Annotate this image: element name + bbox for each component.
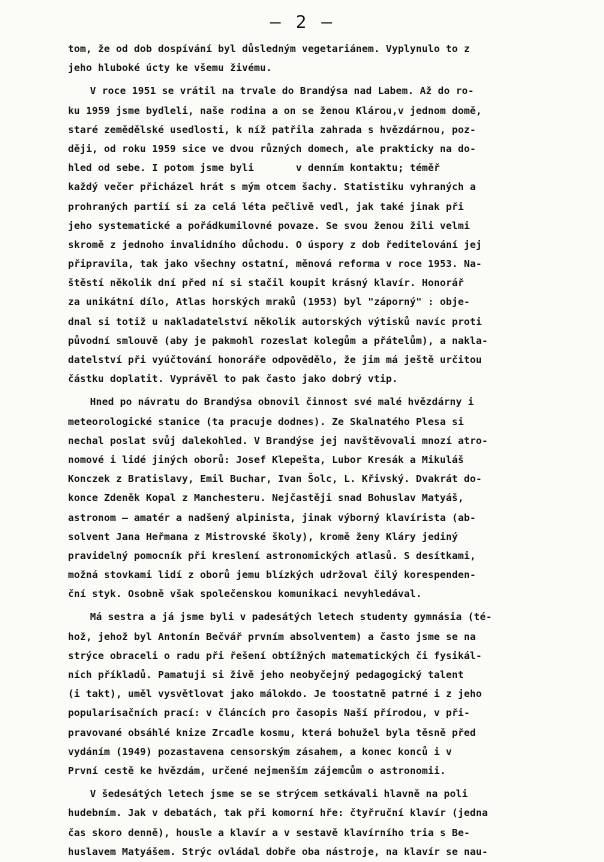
text-line: hož, jehož byl Antonín Bečvář prvním absolventem) a často jsme se na xyxy=(68,631,476,643)
text-line: astronom – amatér a nadšený alpinista, jinak výborný klavírista (ab- xyxy=(68,512,476,524)
text-line: V šedesátých letech jsme se se strýcem setkávali hlavně na poli xyxy=(90,789,468,801)
text-line: hled od sebe. I potom jsme byli v denním kontaktu; téměř xyxy=(68,163,440,175)
text-line: meteorologické stanice (ta pracuje dodnes). Ze Skalnatého Plesa si xyxy=(68,416,464,428)
text-line: prohraných partií si za celá léta pečlivě vedl, jak také jinak při xyxy=(68,201,464,213)
text-line: Konczek z Bratislavy, Emil Buchar, Ivan Šolc, L. Křivský. Dvakrát do- xyxy=(68,474,482,486)
text-line: ku 1959 jsme bydleli, naše rodina a on se ženou Klárou,v jednom domě, xyxy=(68,105,482,117)
text-line: skromě z jednoho invalidního důchodu. O úspory z dob ředitelování jej xyxy=(68,239,482,251)
text-line: pravidelný pomocník při kreslení astronomických atlasů. S desítkami, xyxy=(68,550,476,562)
text-line: ději, od roku 1959 sice ve dvou různých domech, ale prakticky na do- xyxy=(68,143,476,155)
text-line: původní smlouvě (aby je pakmohl rozeslat kolegům a přátelům), a nakla- xyxy=(68,335,488,347)
text-line: solvent Jana Heřmana z Mistrovské školy), kromě ženy Kláry jediný xyxy=(68,531,458,543)
document-body xyxy=(68,40,590,862)
text-line: ční styk. Osobně však společenskou komunikaci nevyhledával. xyxy=(68,589,422,601)
paragraph xyxy=(68,608,590,781)
text-line: možná stovkami lidí z oborů jemu blízkých udržoval čilý korespenden- xyxy=(68,570,476,582)
text-line: strýce obraceli o radu při řešení obtížných matematických či fysikál- xyxy=(68,650,482,662)
text-line: konce Zdeněk Kopal z Manchesteru. Nejčastěji snad Bohuslav Matyáš, xyxy=(68,493,464,505)
text-line: hudebním. Jak v debatách, tak při komorní hře: čtyřruční klavír (jedna xyxy=(68,808,488,820)
text-line: pravované obsáhlé knize Zrcadle kosmu, která bohužel byla těsně před xyxy=(68,727,476,739)
text-line: V roce 1951 se vrátil na trvale do Brandýsa nad Labem. Až do ro- xyxy=(90,86,474,98)
text-line: každý večer přicházel hrát s mým otcem šachy. Statistiku vyhraných a xyxy=(68,182,476,194)
text-line: štěstí několik dní před ní si stačil koupit krásný klavír. Honorář xyxy=(68,278,464,290)
text-line: za unikátní dílo, Atlas horských mraků (1953) byl "záporný" : obje- xyxy=(68,297,470,309)
text-line: staré zemědělské usedlosti, k níž patřila zahrada s hvězdárnou, poz- xyxy=(68,124,476,136)
text-line: dnal si totiž u nakladatelství několik autorských výtisků navíc proti xyxy=(68,316,482,328)
text-line: jeho hluboké úcty ke všemu živému. xyxy=(68,63,272,75)
page-number: – 2 – xyxy=(269,12,335,33)
text-line: datelství při vyúčtování honoráře odpovědělo, že jim má ještě určitou xyxy=(68,355,482,366)
paragraph xyxy=(68,785,590,862)
text-line: První cestě ke hvězdám, určené nejmenším zájemcům o astronomii. xyxy=(68,765,446,777)
paragraph xyxy=(68,40,590,78)
text-line: Má sestra a já jsme byli v padesátých letech studenty gymnásia (té- xyxy=(90,612,492,624)
text-line: huslavem Matyášem. Strýc ovládal dobře oba nástroje, na klavír se nau- xyxy=(68,846,488,858)
paragraph xyxy=(68,393,590,604)
text-line: Hned po návratu do Brandýsa obnovil činnost své malé hvězdárny i xyxy=(90,397,474,409)
text-line: popularisačních prací: v článcích pro časopis Naší přírodou, v při- xyxy=(68,708,470,720)
text-line: částku doplatit. Vyprávěl to pak často jako dobrý vtip. xyxy=(68,374,398,386)
text-line: nechal poslat svůj dalekohled. V Brandýse jej navštěvovali mnozí atro- xyxy=(68,435,488,447)
text-line: ních příkladů. Pamatuji si živě jeho neobyčejný pedagogický talent xyxy=(68,670,464,681)
text-line: čas skoro denně), housle a klavír a v sestavě klavírního tria s Be- xyxy=(68,827,470,839)
text-line: jeho systematické a pořádkumilovné povaze. Se svou ženou žili velmi xyxy=(68,220,470,232)
text-line: připravila, tak jako všechny ostatní, měnová reforma v roce 1953. Na- xyxy=(68,259,482,271)
text-line: vydáním (1949) pozastavena censorským zásahem, a konec konců i v xyxy=(68,746,452,758)
text-line: nomové i lidé jiných oborů: Josef Klepešta, Lubor Kresák a Mikuláš xyxy=(68,454,464,466)
paragraph xyxy=(68,82,590,389)
text-line: tom, že od dob dospívání byl důsledným vegetariánem. Vyplynulo to z xyxy=(68,44,470,55)
text-line: (i takt), uměl vysvětlovat jako málokdo. Je toostatně patrné i z jeho xyxy=(68,689,482,701)
